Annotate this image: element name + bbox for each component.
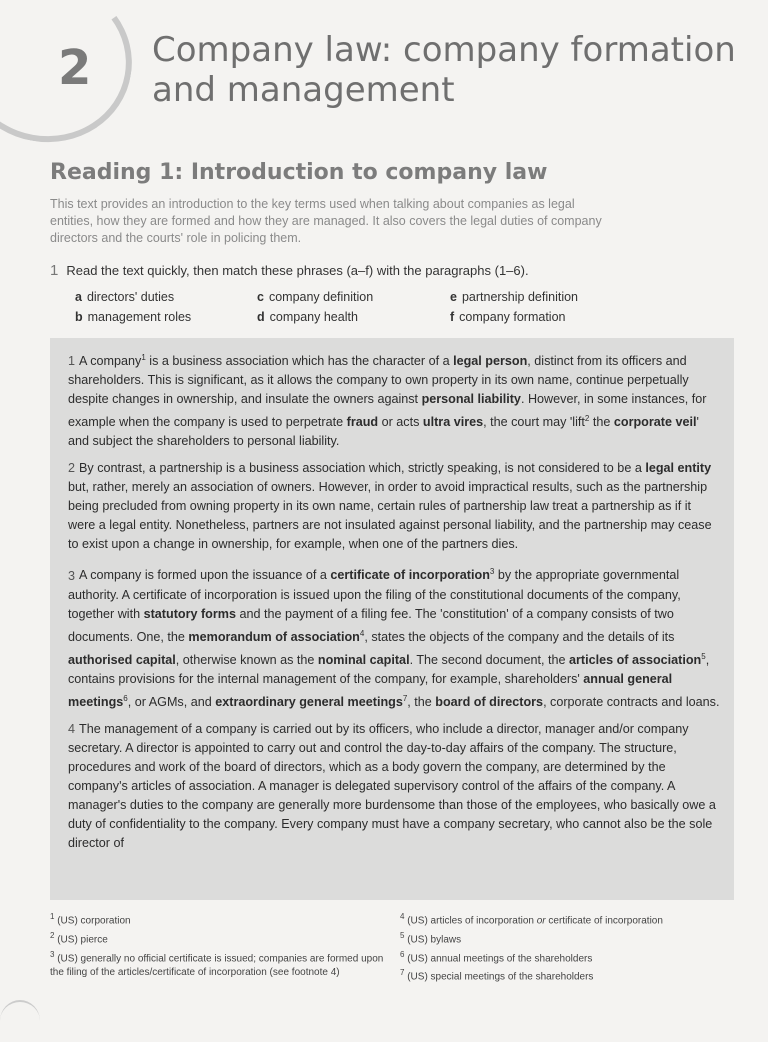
paragraph-4: 4 The management of a company is carried out by its officers, who include a director, manager and/or company secretary. A director is appointed to carry out and control the day-to-day affairs of the company. The structure, procedures and work of the board of directors, which as a body govern the company, are determined by the company's articles of association. A manager is delegated supervisory control of the affairs of the company. A manager's duties to the company are generally more burdensome than those of the employees, who basically owe a duty of confidentiality to the company. Every company must have a company secretary, who cannot also be the sole director of	[68, 722, 716, 851]
option-c: c company definition	[257, 290, 374, 304]
task-number: 1	[50, 262, 59, 279]
footnote-6: $^6$ (US) annual meetings of the shareholders	[400, 949, 593, 964]
paragraph-1: 1 A company$^1$ is a business association which has the character of a legal person, distinct from its officers and shareholders. This is significant, as it allows the company to own property in its own name, continue perpetually despite changes in ownership, and insulate the owners against personal liability. However, in some instances, for example when the company is used to perpetrate fraud or acts ultra vires, the court may 'lift$^2$ the corporate veil' and subject the shareholders to personal liability.	[68, 353, 707, 449]
footnote-7: $^7$ (US) special meetings of the shareholders	[400, 968, 594, 983]
reading-title: Reading 1: Introduction to company law	[50, 160, 548, 185]
footnote-1: $^1$ (US) corporation	[50, 912, 131, 927]
task-instruction	[50, 262, 730, 279]
corner-decoration	[0, 1000, 40, 1042]
chapter-title	[152, 30, 752, 110]
option-e: e partnership definition	[450, 290, 578, 304]
paragraph-2: 2 By contrast, a partnership is a business association which, strictly speaking, is not considered to be a legal entity but, rather, merely an association of owners. However, in order to avoid impractical results, such as the partnership being precluded from owning property in its own name, certain rules of partnership law treat a partnership as if it were a legal entity. Nonetheless, partners are not insulated against personal liability, and the partnership may cease to exist upon a change in ownership, for example, when one of the partners dies.	[68, 461, 712, 552]
footnotes-right	[400, 910, 740, 985]
footnote-5: $^5$ (US) bylaws	[400, 930, 462, 946]
option-a: a directors' duties	[75, 290, 175, 304]
reading-text-panel	[50, 338, 734, 900]
chapter-number: 2	[58, 40, 92, 96]
footnote-3: $^3$ (US) generally no official certificate is issued; companies are formed upon the filing of the articles/certificate of incorporation (see footnote 4)	[50, 949, 384, 979]
option-b: b management roles	[75, 310, 192, 324]
chapter-title-line2: and management	[152, 70, 455, 110]
option-f: f company formation	[450, 310, 566, 324]
option-d: d company health	[257, 310, 358, 324]
paragraph-3: 3 A company is formed upon the issuance of a certificate of incorporation$^3$ by the appropriate governmental authority. A certificate of incorporation is issued upon the filing of the constitutional documents of the company, together with statutory forms and the payment of a filing fee. The 'constitution' of a company consists of two documents. One, the memorandum of association$^4$, states the objects of the company and the details of its authorised capital, otherwise known as the nominal capital. The second document, the articles of association$^5$, contains provisions for the internal management of the company, for example, shareholders' annual general meetings$^6$, or AGMs, and extraordinary general meetings$^7$, the board of directors, corporate contracts and loans.	[68, 567, 720, 710]
chapter-title-line1: Company law: company formation	[152, 30, 736, 70]
footnote-4: $^4$ (US) articles of incorporation or certificate of incorporation	[400, 912, 663, 927]
reading-intro: This text provides an introduction to the key terms used when talking about companies as legal entities, how they are formed and how they are managed. It also covers the legal duties of company directors and the courts' role in policing them.	[50, 197, 602, 245]
task-text: Read the text quickly, then match these phrases (a–f) with the paragraphs (1–6).	[66, 263, 529, 278]
footnote-2: $^2$ (US) pierce	[50, 930, 108, 946]
footnotes-left	[50, 910, 390, 981]
